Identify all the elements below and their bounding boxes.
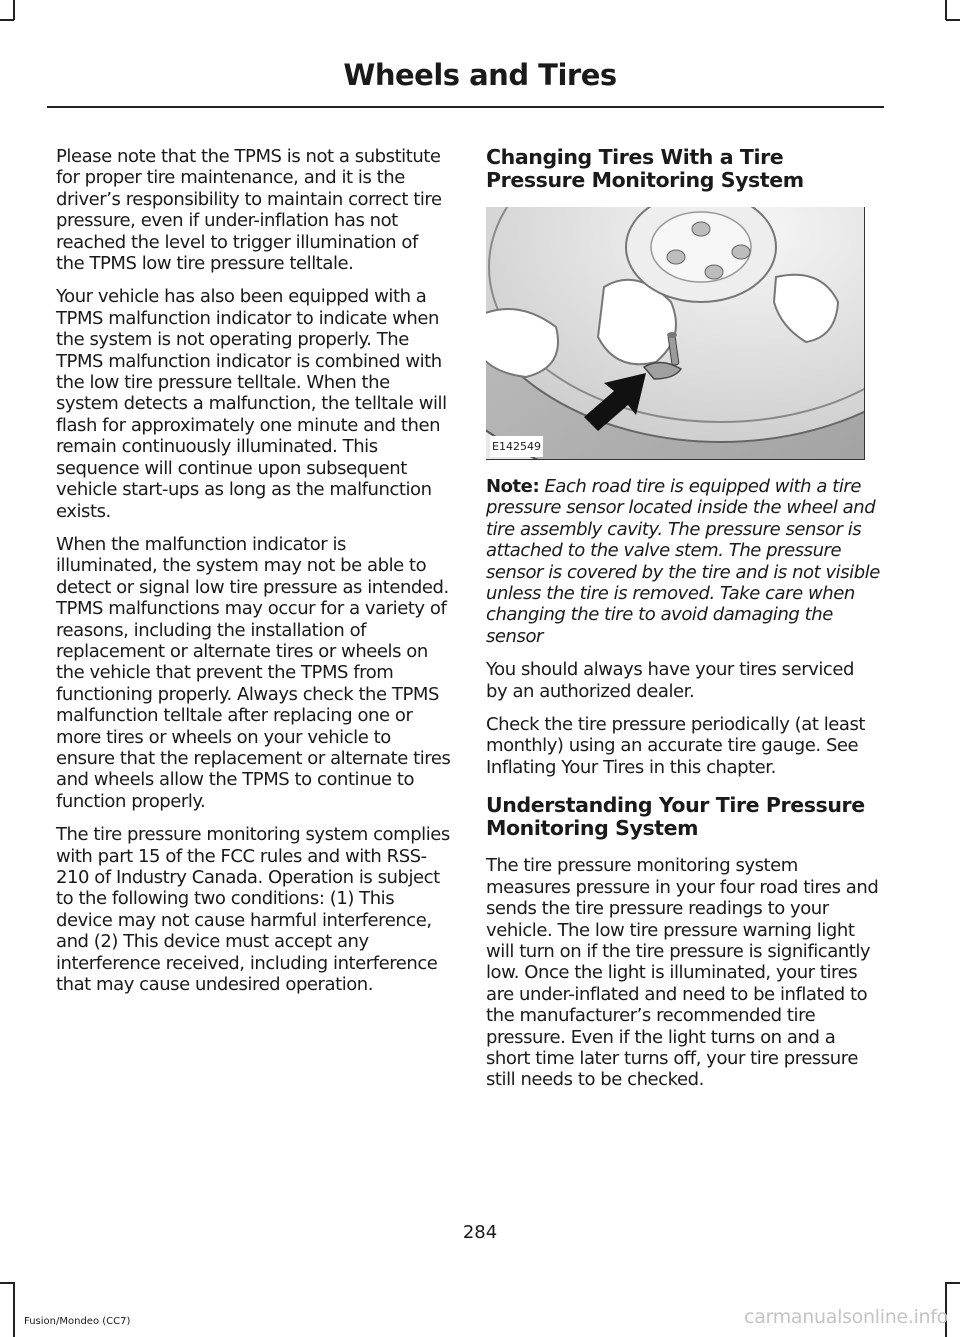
note-label: Note: xyxy=(486,476,540,497)
right-column xyxy=(486,146,880,1103)
paragraph: You should always have your tires serviced by an authorized dealer. xyxy=(486,659,854,702)
paragraph: The tire pressure monitoring system complies with part 15 of the FCC rules and with RSS-210 of Industry Canada. Operation is subject to the following two conditions: (1) This device may not cause harmful interference, and (2) This device must accept any interference received, including interference that may cause undesired operation. xyxy=(56,824,450,996)
paragraph: Your vehicle has also been equipped with a TPMS malfunction indicator to indicate when the system is not operating properly. The TPMS malfunction indicator is combined with the low tire pressure telltale. When the system detects a malfunction, the telltale will flash for approximately one minute and then remain continuously illuminated. This sequence will continue upon subsequent vehicle start-ups as long as the malfunction exists. xyxy=(56,286,447,522)
crop-mark xyxy=(0,1282,14,1284)
crop-mark xyxy=(13,0,15,20)
tire-valve-illustration xyxy=(486,207,865,460)
paragraph: When the malfunction indicator is illuminated, the system may not be able to detect or signal low tire pressure as intended. TPMS malfunctions may occur for a variety of reasons, including the installation of replacement or alternate tires or wheels on the vehicle that prevent the TPMS from functioning properly. Always check the TPMS malfunction telltale after replacing one or more tires or wheels on your vehicle to ensure that the replacement or alternate tires and wheels allow the TPMS to continue to function properly. xyxy=(56,533,451,812)
watermark: carmanualsonline.info xyxy=(744,1306,948,1328)
title-divider xyxy=(47,106,884,108)
note xyxy=(486,476,880,647)
crop-mark xyxy=(13,1282,15,1337)
crop-mark xyxy=(945,0,947,20)
paragraph: Please note that the TPMS is not a substitute for proper tire maintenance, and it is the driver’s responsibility to maintain correct tire pressure, even if under-inflation has not reached the level to trigger illumination of the TPMS low tire pressure telltale. xyxy=(56,146,442,275)
figure-code: E142549 xyxy=(490,436,543,457)
paragraph: Check the tire pressure periodically (at least monthly) using an accurate tire gauge. See Inflating Your Tires in this chapter. xyxy=(486,714,866,778)
footer-model: Fusion/Mondeo (CC7) xyxy=(24,1316,131,1327)
note-text: Each road tire is equipped with a tire pressure sensor located inside the wheel and tire assembly cavity. The pressure sensor is attached to the valve stem. The pressure sensor is covered by the tire and is not visible unless the tire is removed. Take care when changing the tire to avoid damaging the sensor xyxy=(486,476,880,647)
crop-mark xyxy=(946,19,960,21)
page-title: Wheels and Tires xyxy=(343,58,617,92)
page-number: 284 xyxy=(462,1222,498,1243)
crop-mark xyxy=(0,19,14,21)
section-heading: Changing Tires With a Tire Pressure Monitoring System xyxy=(486,145,804,192)
left-column xyxy=(56,146,451,1007)
section-heading: Understanding Your Tire Pressure Monitoring System xyxy=(486,793,865,840)
wheel-drawing xyxy=(486,207,864,459)
paragraph: The tire pressure monitoring system measures pressure in your four road tires and sends the tire pressure readings to your vehicle. The low tire pressure warning light will turn on if the tire pressure is significantly low. Once the light is illuminated, your tires are under-inflated and need to be inflated to the manufacturer’s recommended tire pressure. Even if the light turns on and a short time later turns off, your tire pressure still needs to be checked. xyxy=(486,855,879,1091)
crop-mark xyxy=(946,1282,960,1284)
